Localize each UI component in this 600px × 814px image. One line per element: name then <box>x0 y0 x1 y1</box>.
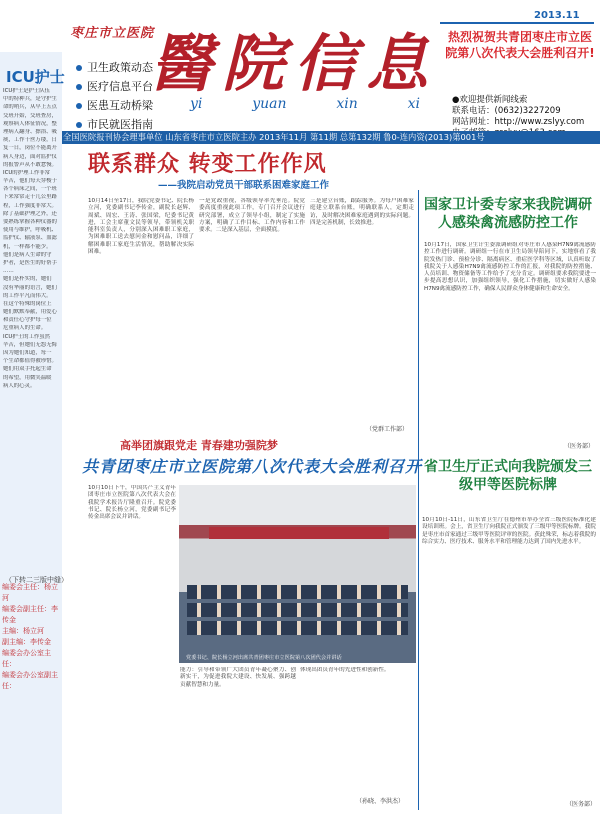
article-signature: （孙晓、李洪杰） <box>356 798 405 805</box>
motto-item: 医患互动桥梁 <box>76 96 153 115</box>
continued-note: （下转二三版中缝） <box>5 576 68 584</box>
article-subhead: ——我院启动党员干部联系困难家庭工作 <box>158 180 330 191</box>
editorial-board: 编委会主任：杨立河 编委会副主任：李传金 主编：杨立河 副主编：李传金 编委会办公室主任： 编委会办公室副主任： <box>2 583 58 690</box>
bullet-icon <box>76 65 82 71</box>
bullet-icon <box>76 122 82 128</box>
article-signature: （医务部） <box>564 443 595 450</box>
motto-list <box>76 58 153 134</box>
article-column: 能力：引导和带领广大团员青年凝心聚力、创新实干，为促进我院大建设、快发展、强跨越贡献智慧和力量。 <box>180 667 296 688</box>
article-kicker: 高举团旗跟党走 青春建功强院梦 <box>120 439 278 452</box>
column-rule <box>418 190 419 810</box>
article-headline: 共青团枣庄市立医院第八次代表大会胜利召开 <box>82 457 423 476</box>
title-calligraphy: 醫院信息 <box>150 27 439 100</box>
hospital-name: 枣庄市立医院 <box>70 26 155 41</box>
article-headline: 省卫生厅正式向我院颁发三级甲等医院标牌 <box>424 459 592 493</box>
column-body: ICU护士是护士队伍 中的特种兵，是守护生 命的哨兵，从早上五点 交班开始，交班查房， 观察病人体征情况，整 理病人翻身、擦浴、吸 痰，工作千丝万缕，日 复一日，岗位不能离开 病人身边，面对监护仪 的报警声从不敢怠慢。 ICU的护理工作非常 辛苦，他们每天穿梭于 各个病床之间，一个班 下来常常走十几公里路 程，工作强度非常大。 除了基础护理之外，还 要熟练掌握各种仪器的 使用与维护，呼吸机、 监护仪、输液泵、血滤 机，一样都不能少。 他们是病人生命的守 护者，是医生的好帮手 …… 她们是朴实的，她们 没有华丽的语言，她们 的工作平凡而伟大。 在这个特殊的岗位上 她们默默奉献，用爱心 和责任心守护每一位 危重病人的生命。 ICU护士的工作虽然 辛苦，但她们无怨无悔 因为她们知道，每一 个生命都值得被珍惜。 她们用双手托起生命 的希望，用微笑温暖 病人的心灵。 <box>3 88 57 389</box>
photo-row <box>187 603 408 617</box>
article-column: 10月10日下午，中国共产主义青年团枣庄市立医院第八次代表大会在我院学术报告厅隆重召开。院党委书记、院长杨立河，党委副书记李传金出席会议并讲话。 <box>88 485 176 521</box>
bullet-icon <box>76 103 82 109</box>
motto-item: 卫生政策动态 <box>76 58 153 77</box>
article-headline: 国家卫计委专家来我院调研人感染禽流感防控工作 <box>424 197 592 231</box>
bullet-icon <box>76 84 82 90</box>
title-pinyin: yi yuan xin xi <box>190 96 420 112</box>
contact-info: ●欢迎提供新闻线索 联系电话：(0632)3227209 网站网址：http://www.zslyy.com <box>452 95 585 127</box>
article-headline: 联系群众 转变工作作风 <box>88 152 327 177</box>
article-column: 体现出团员青年的先进性和创新性。 <box>300 667 390 673</box>
newspaper-title <box>150 18 439 116</box>
issue-date: 2013.11 <box>534 10 580 21</box>
article-signature: （党群工作部） <box>366 426 409 433</box>
photo-row <box>187 585 408 599</box>
article-column: 10月14日至17日，我院党委书记、院长杨立河，党委副书记李传金，副院长赵辉、周斌、周宏、王涛、张国梁，纪委书记黄进，工会主席董文民等领导，带领机关职能科室负责人，分别深入困难职工家庭，为困难职工送去慰问金和慰问品，详细了解困难职工家庭生活情况，帮助解决实际困难。 <box>88 198 194 256</box>
congrats-banner: 热烈祝贺共青团枣庄市立医院第八次代表大会胜利召开! <box>445 30 595 60</box>
photo-row <box>187 621 408 635</box>
divider <box>440 22 594 24</box>
info-bar: 全国医院报刊协会理事单位 山东省枣庄市立医院主办 2013年11月 第11期 总第132期 鲁0-连内资(2013)第001号 <box>55 131 600 144</box>
column-title: ICU护士 <box>6 68 65 86</box>
article-signature: （医务部） <box>566 801 597 808</box>
photo-caption: 党委书记、院长杨立河出席共青团枣庄市立医院第八次团代会并讲话 <box>186 655 342 661</box>
photo-wall <box>179 485 416 525</box>
photo-banner <box>209 527 389 539</box>
article-column: 三是建立台账，跟踪服务。为每户困难家庭建立联系台账，明确联系人，定期走访，及时解决困难家庭遇到的实际问题。四是完善机制，长效推进。 <box>310 198 414 226</box>
article-body: 10月17日，国家卫生计生委派调研组对枣庄市人感染H7N9禽流感防控工作进行调研。调研组一行在市卫生局领导陪同下，实地察看了我院发热门诊、预检分诊、隔离病区、重症医学科等区域，认真听取了我院关于人感染H7N9禽流感防控工作的汇报，对我院的防控措施、人员培训、物资储备等工作给予了充分肯定。调研组要求我院要进一步提高思想认识，加强组织领导，强化工作措施，切实做好人感染H7N9禽流感防控工作，确保人民群众身体健康和生命安全。 <box>424 242 596 292</box>
meeting-photo <box>179 485 416 663</box>
article-body: 10月10日-11日，山东省卫生厅在德州市举办全省三级医院标准化建设培训班。会上，省卫生厅向我院正式颁发了三级甲等医院标牌。我院是枣庄市首家通过三级甲等医院评审的医院。获此殊荣，标志着我院的综合实力、医疗技术、服务水平和管理能力达到了国内先进水平。 <box>422 517 596 545</box>
motto-item: 市民就医指南 <box>76 115 153 134</box>
motto-item: 医疗信息平台 <box>76 77 153 96</box>
article-column: 一是党政重视，各级领导率先垂范。院党委高度重视此项工作，专门召开会议进行研究部署，成立了领导小组，制定了实施方案，明确了工作目标、工作内容和工作要求。二是深入基层，全面摸底。 <box>199 198 305 234</box>
